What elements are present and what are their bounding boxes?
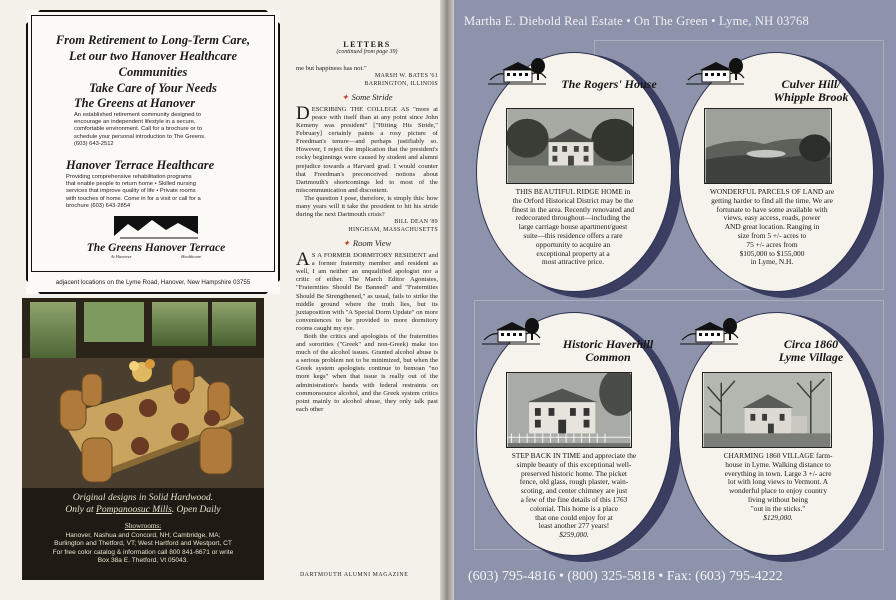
property-photo-culver-hill [704, 108, 832, 184]
ornament-icon: ✦ [341, 91, 349, 102]
showrooms-heading: Showrooms: [124, 522, 162, 530]
greens-section [74, 96, 262, 148]
property-photo-rogers [506, 108, 634, 184]
property-photo-haverhill [506, 372, 632, 448]
logo-sub-right: Healthcare [181, 254, 202, 259]
letter-body-2b: Both the critics and apologists of the fraternities and sororities ("Greek" and non-Greek) make too much of the alcohol issues. Granted alcohol abuse is a serious problem not to be minimized, but when the Greek system apologists continue to bemoan "no more kegs" when that issue is really out of the administration's hands with federal restraints on commonsource alcohol, and the Greek system critics point mainly to alcohol abuse, they only talk past each other [296, 332, 438, 413]
section-title-room-view: ✦ Room View [342, 238, 392, 249]
greens-description: An established retirement community designed to encourage an independent lifestyle in a secure, comfortable environment. Call for a brochure or to schedule your personal introduction to The Greens. (603) 643-2512 [74, 112, 206, 147]
letter-signature-2: BILL DEAN '89 HINGHAM, MASSACHUSETTS [348, 219, 438, 233]
section-title-some-stride: ✦ Some Stride [341, 91, 393, 102]
healthcare-ad [26, 10, 280, 294]
property-title: Historic Haverhill Common [562, 337, 654, 364]
healthcare-logo [86, 216, 226, 276]
furniture-tagline: Original designs in Solid Hardwood. Only at Pompanoosuc Mills. Open Daily [65, 493, 221, 515]
property-description: WONDERFUL PARCELS OF LAND are getting harder to find all the time. We are fortunate to have some available with views, easy access, roads, power AND great location. Ranging in size from 5 +/- acres to 75 +/- acres from $105,000 to $155,000 in Lyme, N.H. [709, 187, 835, 267]
property-card-rogers-house[interactable] [472, 48, 682, 300]
letter-body-1b: The question I pose, therefore, is simply this: how many years will it take the president to hit his stride during the next Dartmouth crisis? [296, 194, 438, 219]
letter-body-2: A S A FORMER DORMITORY RESIDENT and a former fraternity member and resident as well, I am neither an unqualified apologist nor a critic of either. The March Editor Agonistes, "Fraternities Should Be Banned" and "Fraternities Should Be Strengthened," as usual, fails to strike the middle ground where the truth lies, but its juxtaposition with "A Special Dorm Update" on more conveniences to be provided to more dormitory rooms caught my eye. [296, 249, 438, 332]
healthcare-address: adjacent locations on the Lyme Road, Hanover, New Hampshire 03755 [55, 279, 251, 286]
letter-body-1: DESCRIBING THE COLLEGE AS "more at peace with itself than at any point since John Kemeny was president" ["Hitting His Stride," February] certainly paints a rosy picture of Freedman's tenure—and perhaps justifiably so. However, I reject the implication that the president's rocky beginnings were caused by student and alumni prejudice towards a Harvard grad. I would counter that Freedman's preconceived notions about Dartmouth's shortcomings led to most of the miscommunication and discontent. [296, 102, 438, 194]
brand-name: Pompanoosuc Mills [96, 504, 172, 515]
house-logo-icon [678, 316, 740, 346]
house-logo-icon [684, 56, 746, 86]
real-estate-ad-page [454, 0, 896, 600]
terrace-title: Hanover Terrace Healthcare [66, 158, 215, 172]
property-card-culver-hill[interactable] [676, 48, 890, 300]
dining-room-photo [22, 298, 264, 488]
letter-opening-text: me but happiness has not." [296, 65, 367, 72]
mountain-logo-icon [114, 216, 198, 240]
letter-signature-1: MARSH W. BATES '61 BARRINGTON, ILLINOIS [364, 73, 438, 87]
property-title: Culver Hill/ Whipple Brook [773, 77, 849, 104]
house-logo-icon [480, 316, 542, 346]
property-photo-lyme-village [702, 372, 832, 448]
property-card-haverhill-common[interactable] [472, 308, 686, 566]
greens-title: The Greens at Hanover [74, 96, 196, 110]
property-description: THIS BEAUTIFUL RIDGE HOME in the Orford Historical District may be the finest in the area. Recently renovated and redecorated throughout—including the large carriage house apartment/guest suite—this residence offers a rare opportunity to acquire an exceptional property at a most attractive price. [511, 187, 635, 267]
terrace-description: Providing comprehensive rehabilitation programs that enable people to return home • Skilled nursing services that improve quality of life • Private rooms with touches of home. Come in for a visit or call for a brochure (603) 643-2854 [66, 174, 201, 209]
house-logo-icon [486, 56, 548, 86]
showrooms-list: Hanover, Nashua and Concord, NH; Cambridge, MA; Burlington and Thetford, VT; West Hartford and Westport, CT For free color catalog & information call 800 841-6671 or write Box 38a E. Thetford, Vt 05043. [52, 532, 234, 565]
terrace-section [66, 158, 262, 210]
property-card-lyme-village[interactable] [676, 308, 890, 566]
logo-sub-left: At Hanover [110, 254, 132, 259]
letters-heading: LETTERS [343, 40, 391, 49]
ornament-icon: ✦ [342, 238, 350, 249]
furniture-ad [22, 298, 264, 580]
furniture-ad-text [22, 488, 264, 580]
page-gutter [440, 0, 454, 600]
property-title: Circa 1860 Lyme Village [778, 337, 844, 364]
property-description: STEP BACK IN TIME and appreciate the simple beauty of this exceptional well- preserved historic home. The picket fence, old glass, rough plaster, wain- scoting, and center chimney are just a few of the fine details of this 1763 colonial. This home is a place that one could enjoy for at least another 277 years! $259,000. [511, 451, 637, 540]
healthcare-headline: From Retirement to Long-Term Care, Let our two Hanover Healthcare Communities Take Care of Your Needs [55, 33, 251, 95]
property-description: CHARMING 1860 VILLAGE farm- house in Lyme. Walking distance to everything in town. Large 3 +/- acre lot with long views to Vermont. A wonderful place to enjoy country living without being "out in the sticks." $129,000. [723, 451, 833, 522]
letters-column [296, 40, 438, 414]
letters-continued-note: (continued from page 39) [336, 49, 398, 55]
logo-wordmark: The Greens Hanover Terrace [86, 242, 226, 254]
real-estate-contact-footer: (603) 795-4816 • (800) 325-5818 • Fax: (603) 795-4222 [468, 569, 783, 584]
property-title: The Rogers' House [561, 77, 657, 91]
real-estate-header: Martha E. Diebold Real Estate • On The Green • Lyme, NH 03768 [464, 14, 809, 28]
magazine-footer: DARTMOUTH ALUMNI MAGAZINE [300, 572, 409, 578]
